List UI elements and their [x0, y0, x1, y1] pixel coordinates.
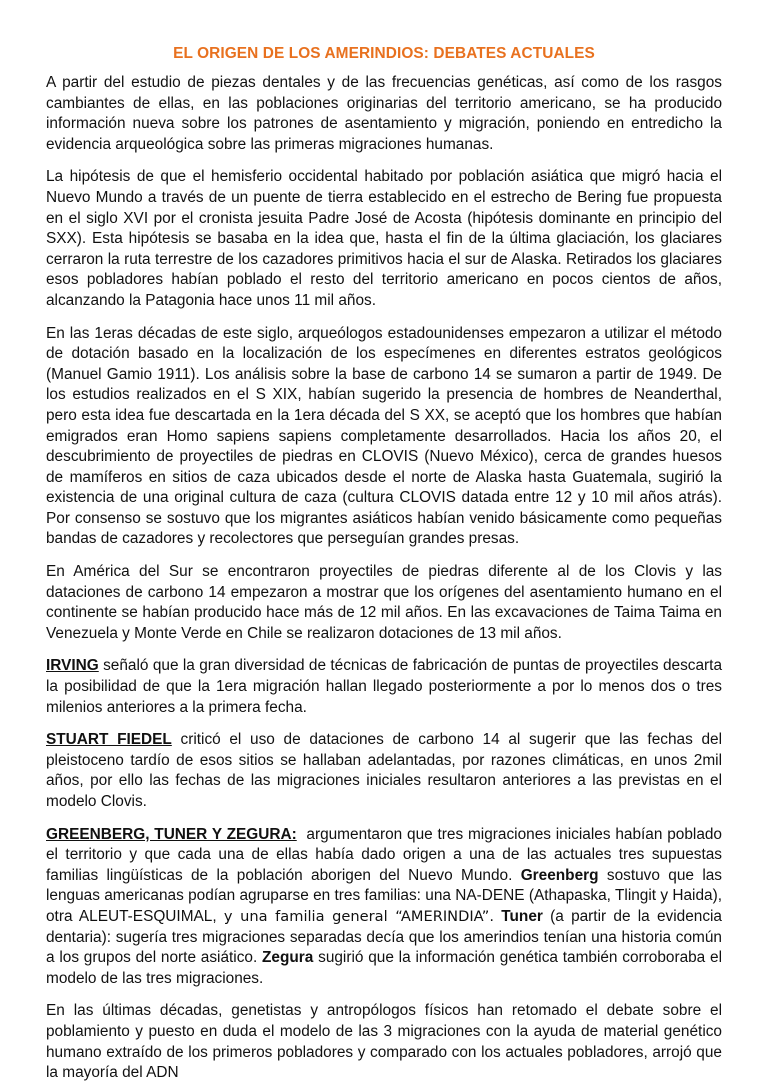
paragraph-genetics: En las últimas décadas, genetistas y antropólogos físicos han retomado el debate sobre el poblamiento y puesto en duda el modelo de las 3 migraciones con la ayuda de material genético humano extraído de los primeros pobladores y comparado con los actuales pobladores, arrojó que la mayoría del ADN: [46, 1002, 722, 1082]
irving-text: señaló que la gran diversidad de técnicas de fabricación de puntas de proyectiles descarta la posibilidad de que la 1era migración hallan llegado posteriormente a por lo menos dos o tres milenios anteriores a la primera fecha.: [46, 657, 722, 716]
author-greenberg: Greenberg: [520, 866, 599, 884]
author-stuart-fiedel: STUART FIEDEL: [46, 731, 172, 749]
gtz-text-a: argumentaron que tres migraciones iniciales habían poblado el territorio y que cada una de ellas había dado origen a una de las actuales tres supuestas familias lingüísticas de la población aborigen del Nuevo Mundo.: [46, 825, 727, 884]
author-zegura: Zegura: [262, 949, 314, 967]
document-title: EL ORIGEN DE LOS AMERINDIOS: DEBATES ACTUALES: [173, 45, 595, 62]
gtz-text-e: (a partir de la evidencia dentaria): sugería tres migraciones separadas decía que los amerindios tenían una historia común a los grupos del norte asiático.: [46, 907, 722, 967]
authors-greenberg-tuner-zegura: GREENBERG, TUNER Y ZEGURA:: [46, 825, 297, 843]
paragraph-greenberg-tuner-zegura: [46, 825, 727, 990]
paragraph-irving: [46, 656, 722, 718]
author-irving: IRVING: [46, 657, 99, 675]
gtz-text-f: sugirió que la información genética también corroboraba el modelo de las tres migraciones.: [46, 949, 723, 987]
paragraph-bering-hypothesis: La hipótesis de que el hemisferio occidental habitado por población asiática que migró hacia el Nuevo Mundo a través de un puente de tierra establecido en el estrecho de Bering fue propuesta en el siglo XVI por el cronista jesuita Padre José de Acosta (hipótesis dominante en principio del SXX). Esta hipótesis se basaba en la idea que, hasta el fin de la última glaciación, los glaciares cerraron la ruta terrestre de los cazadores primitivos hacia el sur de Alaska. Retirados los glaciares esos pobladores habían poblado el resto del territorio americano en pocos cientos de años, alcanzando la Patagonia hace unos 11 mil años.: [46, 168, 722, 309]
gtz-text-c: y una familia general “AMERINDIA”.: [223, 907, 495, 925]
paragraph-fiedel: [46, 730, 722, 812]
paragraph-dating-methods: En las 1eras décadas de este siglo, arqueólogos estadounidenses empezaron a utilizar el método de dotación basado en la localización de los especímenes en diferentes estratos geológicos (Manuel Gamio 1911). Los análisis sobre la base de carbono 14 se sumaron a partir de 1949. De los estudios realizados en el S XIX, habían sugerido la presencia de hombres de Neanderthal, pero esta idea fue descartada en la 1era década del S XX, se aceptó que los hombres que habían emigrados eran Homo sapiens sapiens completamente desarrollados. Hacia los años 20, el descubrimiento de proyectiles de piedras en CLOVIS (Nuevo México), cerca de grandes huesos de mamíferos en sitios de caza ubicados desde el norte de Alaska hasta Guatemala, sugirió la existencia de una original cultura de caza (cultura CLOVIS datada entre 12 y 10 mil años atrás). Por consenso se sostuvo que los migrantes asiáticos habían venido básicamente como pequeñas bandas de cazadores y recolectores que perseguían grandes presas.: [46, 324, 722, 548]
paragraph-south-america: En América del Sur se encontraron proyectiles de piedras diferente al de los Clovis y las dataciones de carbono 14 empezaron a mostrar que los orígenes del asentamiento humano en el continente se habían producido hace más de 12 mil años. En las excavaciones de Taima Taima en Venezuela y Monte Verde en Chile se realizaron dotaciones de 13 mil años.: [46, 563, 722, 642]
gtz-text-b: sostuvo que las lenguas americanas podían agruparse en tres familias: una NA-DENE (Athapaska, Tlingit y Haida), otra ALEUT-ESQUIMAL,: [46, 866, 722, 925]
author-tuner: Tuner: [501, 907, 543, 925]
fiedel-text: criticó el uso de dataciones de carbono 14 al sugerir que las fechas del pleistoceno tardío de esos sitios se hallaban adelantadas, por razones climáticas, en unos 2mil años, por ello las fechas de las migraciones iniciales resultaron anteriores a las previstas en el modelo Clovis.: [46, 731, 722, 810]
paragraph-intro: A partir del estudio de piezas dentales y de las frecuencias genéticas, así como de los rasgos cambiantes de ellas, en las poblaciones originarias del territorio americano, se ha producido información nueva sobre los patrones de asentamiento y migración, poniendo en entredicho la evidencia arqueológica sobre las primeras migraciones humanas.: [46, 74, 722, 153]
